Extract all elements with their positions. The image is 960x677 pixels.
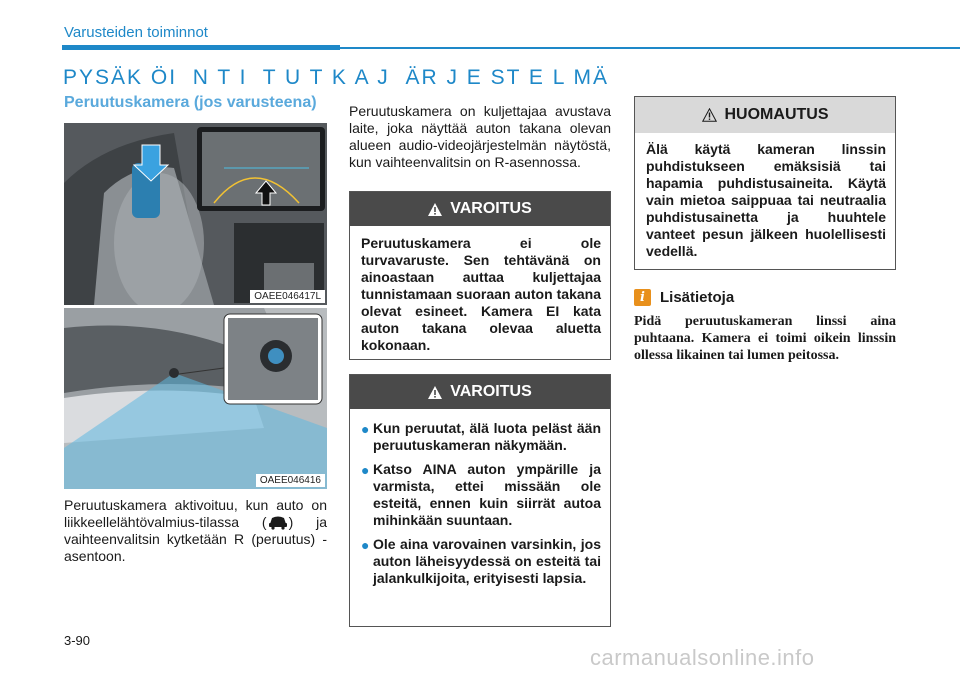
- watermark: carmanualsonline.info: [590, 645, 815, 670]
- activation-paragraph: [64, 497, 327, 565]
- warning-bullet-text: Ole aina varovainen varsinkin, jos auton läheisyydessä on esteitä tai jalankulkijoita, erityisesti lapsia.: [373, 536, 601, 586]
- camera-description: Peruutuskamera on kuljettajaa avustava laite, joka näyttää auton takana olevan alueen audio-videojärjestelmän näytöstä, kun vaihteenvalitsin on R-asennossa.: [349, 103, 611, 170]
- activation-text-part2: ) ja vaihteenvalitsin kytketään R (peruutus) -asentoon.: [64, 514, 328, 564]
- warning-triangle-icon: [428, 386, 442, 399]
- bullet-dot-icon: ●: [361, 537, 370, 553]
- warning-box-2: [349, 374, 611, 627]
- warning-header-1: [350, 192, 610, 226]
- image-code-1: OAEE046417L: [250, 290, 325, 303]
- warning-bullet-text: Kun peruutat, älä luota peläst ään peruutuskameran näkymään.: [373, 420, 601, 453]
- rear-camera-image: [64, 308, 327, 489]
- warning-bullet: [361, 461, 601, 529]
- page-number: 3-90: [64, 633, 91, 648]
- header-rule-thin: [340, 47, 960, 49]
- notice-text: Älä käytä kameran linssin puhdistukseen emäksisiä tai hapamia puhdistusaineita. Käytä vain mietoa saippuaa tai neutraalia puhdistusainetta ja huuhtele vanteet pesun jälkeen huolellisesti vedellä.: [646, 141, 886, 259]
- warning-box-1: [349, 191, 611, 360]
- gear-shifter-illustration: [64, 123, 327, 305]
- bullet-dot-icon: ●: [361, 462, 370, 478]
- gear-shifter-image: [64, 123, 327, 305]
- warning-title-1: VAROITUS: [450, 200, 532, 217]
- notice-header: [635, 97, 895, 133]
- warning-text-1: Peruutuskamera ei ole turvavaruste. Sen tehtävänä on ainoastaan auttaa kuljettajaa tunnistamaan suoraan auton takana olevat esineet. Kamera EI kata auton takana olevaa aluetta kokonaan.: [361, 235, 601, 353]
- activation-text-part1: Peruutuskamera aktivoituu, kun auto on liikkeellelähtövalmius-tilassa (: [64, 497, 327, 530]
- notice-box: [634, 96, 896, 270]
- car-ready-icon: [267, 514, 289, 530]
- section-title: Varusteiden toiminnot: [64, 24, 208, 41]
- warning-title-2: VAROITUS: [450, 383, 532, 400]
- warning-triangle-icon: [428, 203, 442, 216]
- caution-triangle-icon: [702, 108, 717, 122]
- warning-bullet: [361, 420, 601, 454]
- info-title: Lisätietoja: [660, 289, 735, 306]
- header-rule-thick: [62, 45, 340, 50]
- info-icon: i: [634, 289, 651, 306]
- bullet-dot-icon: ●: [361, 421, 370, 437]
- warning-header-2: [350, 375, 610, 409]
- warning-bullet-list: [361, 420, 601, 587]
- rear-camera-illustration: [64, 308, 327, 489]
- warning-bullet-text: Katso AINA auton ympärille ja varmista, ettei missään ole esteitä, ennen kuin siirrät autoa mihinkään suuntaan.: [373, 461, 601, 528]
- notice-title: HUOMAUTUS: [724, 106, 829, 123]
- sub-title: Peruutuskamera (jos varusteena): [64, 94, 317, 111]
- warning-body-2: [350, 409, 610, 587]
- info-text: Pidä peruutuskameran linssi aina puhtaana. Kamera ei toimi oikein linssin ollessa likainen tai lumen peitossa.: [634, 314, 896, 363]
- image-code-2: OAEE046416: [256, 474, 325, 487]
- chapter-title: PYSÄK ÖI N T I T U T K A J ÄR J E ST E L MÄ: [63, 66, 610, 89]
- warning-bullet: [361, 536, 601, 587]
